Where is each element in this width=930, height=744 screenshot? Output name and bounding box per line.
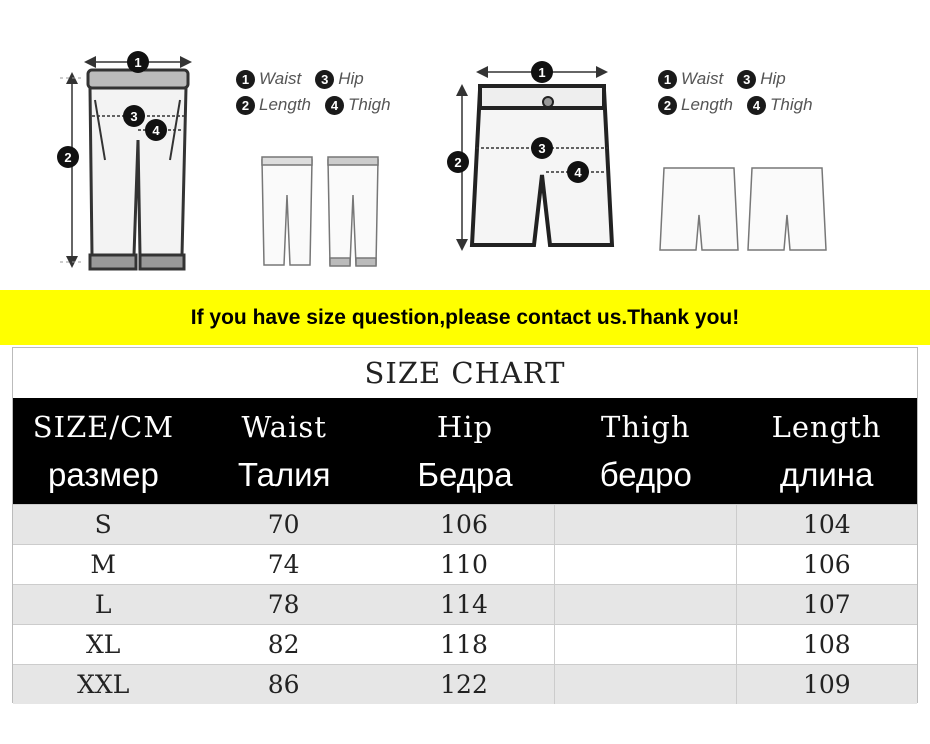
marker-thigh-pants: 4 [152, 123, 160, 138]
header-thigh: Thigh бедро [599, 410, 692, 493]
cell-length: 108 [802, 630, 851, 659]
legend-shorts: 1 Waist 3 Hip 2 Length 4 Thigh [658, 66, 813, 118]
cell-length: 109 [802, 670, 851, 699]
cell-size: S [94, 510, 112, 539]
cell-waist: 70 [267, 510, 300, 539]
legend-waist: Waist [259, 69, 302, 88]
table-row [13, 584, 917, 624]
size-illustration [0, 0, 930, 288]
cell-waist: 74 [267, 550, 300, 579]
cell-length: 107 [802, 590, 851, 619]
cell-size: M [90, 550, 116, 579]
marker-hip-shorts: 3 [538, 141, 546, 156]
cell-thigh [554, 505, 736, 544]
shorts-sketch-back [748, 168, 826, 250]
marker-hip-pants: 3 [130, 109, 138, 124]
cell-length: 106 [802, 550, 851, 579]
cell-waist: 78 [267, 590, 300, 619]
table-row [13, 544, 917, 584]
contact-banner: If you have size question,please contact us.Thank you! [0, 290, 930, 345]
cell-size: L [94, 590, 112, 619]
legend-thigh: Thigh [770, 95, 813, 114]
header-waist: Waist Талия [237, 410, 331, 493]
table-row [13, 504, 917, 544]
cell-thigh [554, 625, 736, 664]
legend-hip: Hip [338, 69, 364, 88]
marker-waist-shorts: 1 [538, 65, 546, 80]
cell-thigh [554, 665, 736, 704]
header-length: Length длина [771, 410, 882, 493]
cell-length: 104 [802, 510, 851, 539]
legend-length: Length [259, 95, 311, 114]
shorts-diagram [472, 86, 612, 245]
cell-waist: 86 [267, 670, 300, 699]
cell-hip: 110 [440, 550, 488, 579]
legend-length: Length [681, 95, 733, 114]
shorts-sketch-front [660, 168, 738, 250]
cell-thigh [554, 545, 736, 584]
table-row [13, 664, 917, 704]
chart-title: SIZE CHART [364, 356, 566, 390]
cell-hip: 114 [440, 590, 488, 619]
cell-waist: 82 [267, 630, 300, 659]
pants-sketch-front [262, 157, 312, 265]
header-size: SIZE/CM размер [32, 410, 175, 493]
cell-size: XXL [77, 670, 130, 699]
legend-thigh: Thigh [348, 95, 391, 114]
marker-length-pants: 2 [64, 150, 72, 165]
cell-size: XL [86, 630, 121, 659]
pants-sketch-back [328, 157, 378, 266]
legend-hip: Hip [760, 69, 786, 88]
legend-pants: 1 Waist 3 Hip 2 Length 4 Thigh [236, 66, 391, 118]
marker-waist-pants: 1 [134, 55, 142, 70]
header-hip: Hip Бедра [417, 410, 513, 493]
table-row [13, 624, 917, 664]
cell-thigh [554, 585, 736, 624]
table-body [13, 504, 917, 704]
marker-thigh-shorts: 4 [574, 165, 582, 180]
pants-diagram [88, 70, 188, 269]
size-chart-table [12, 347, 918, 703]
cell-hip: 122 [440, 670, 488, 699]
cell-hip: 106 [440, 510, 488, 539]
marker-length-shorts: 2 [454, 155, 462, 170]
table-header [13, 398, 917, 504]
cell-hip: 118 [440, 630, 488, 659]
garment-diagrams [0, 0, 930, 288]
legend-waist: Waist [681, 69, 724, 88]
